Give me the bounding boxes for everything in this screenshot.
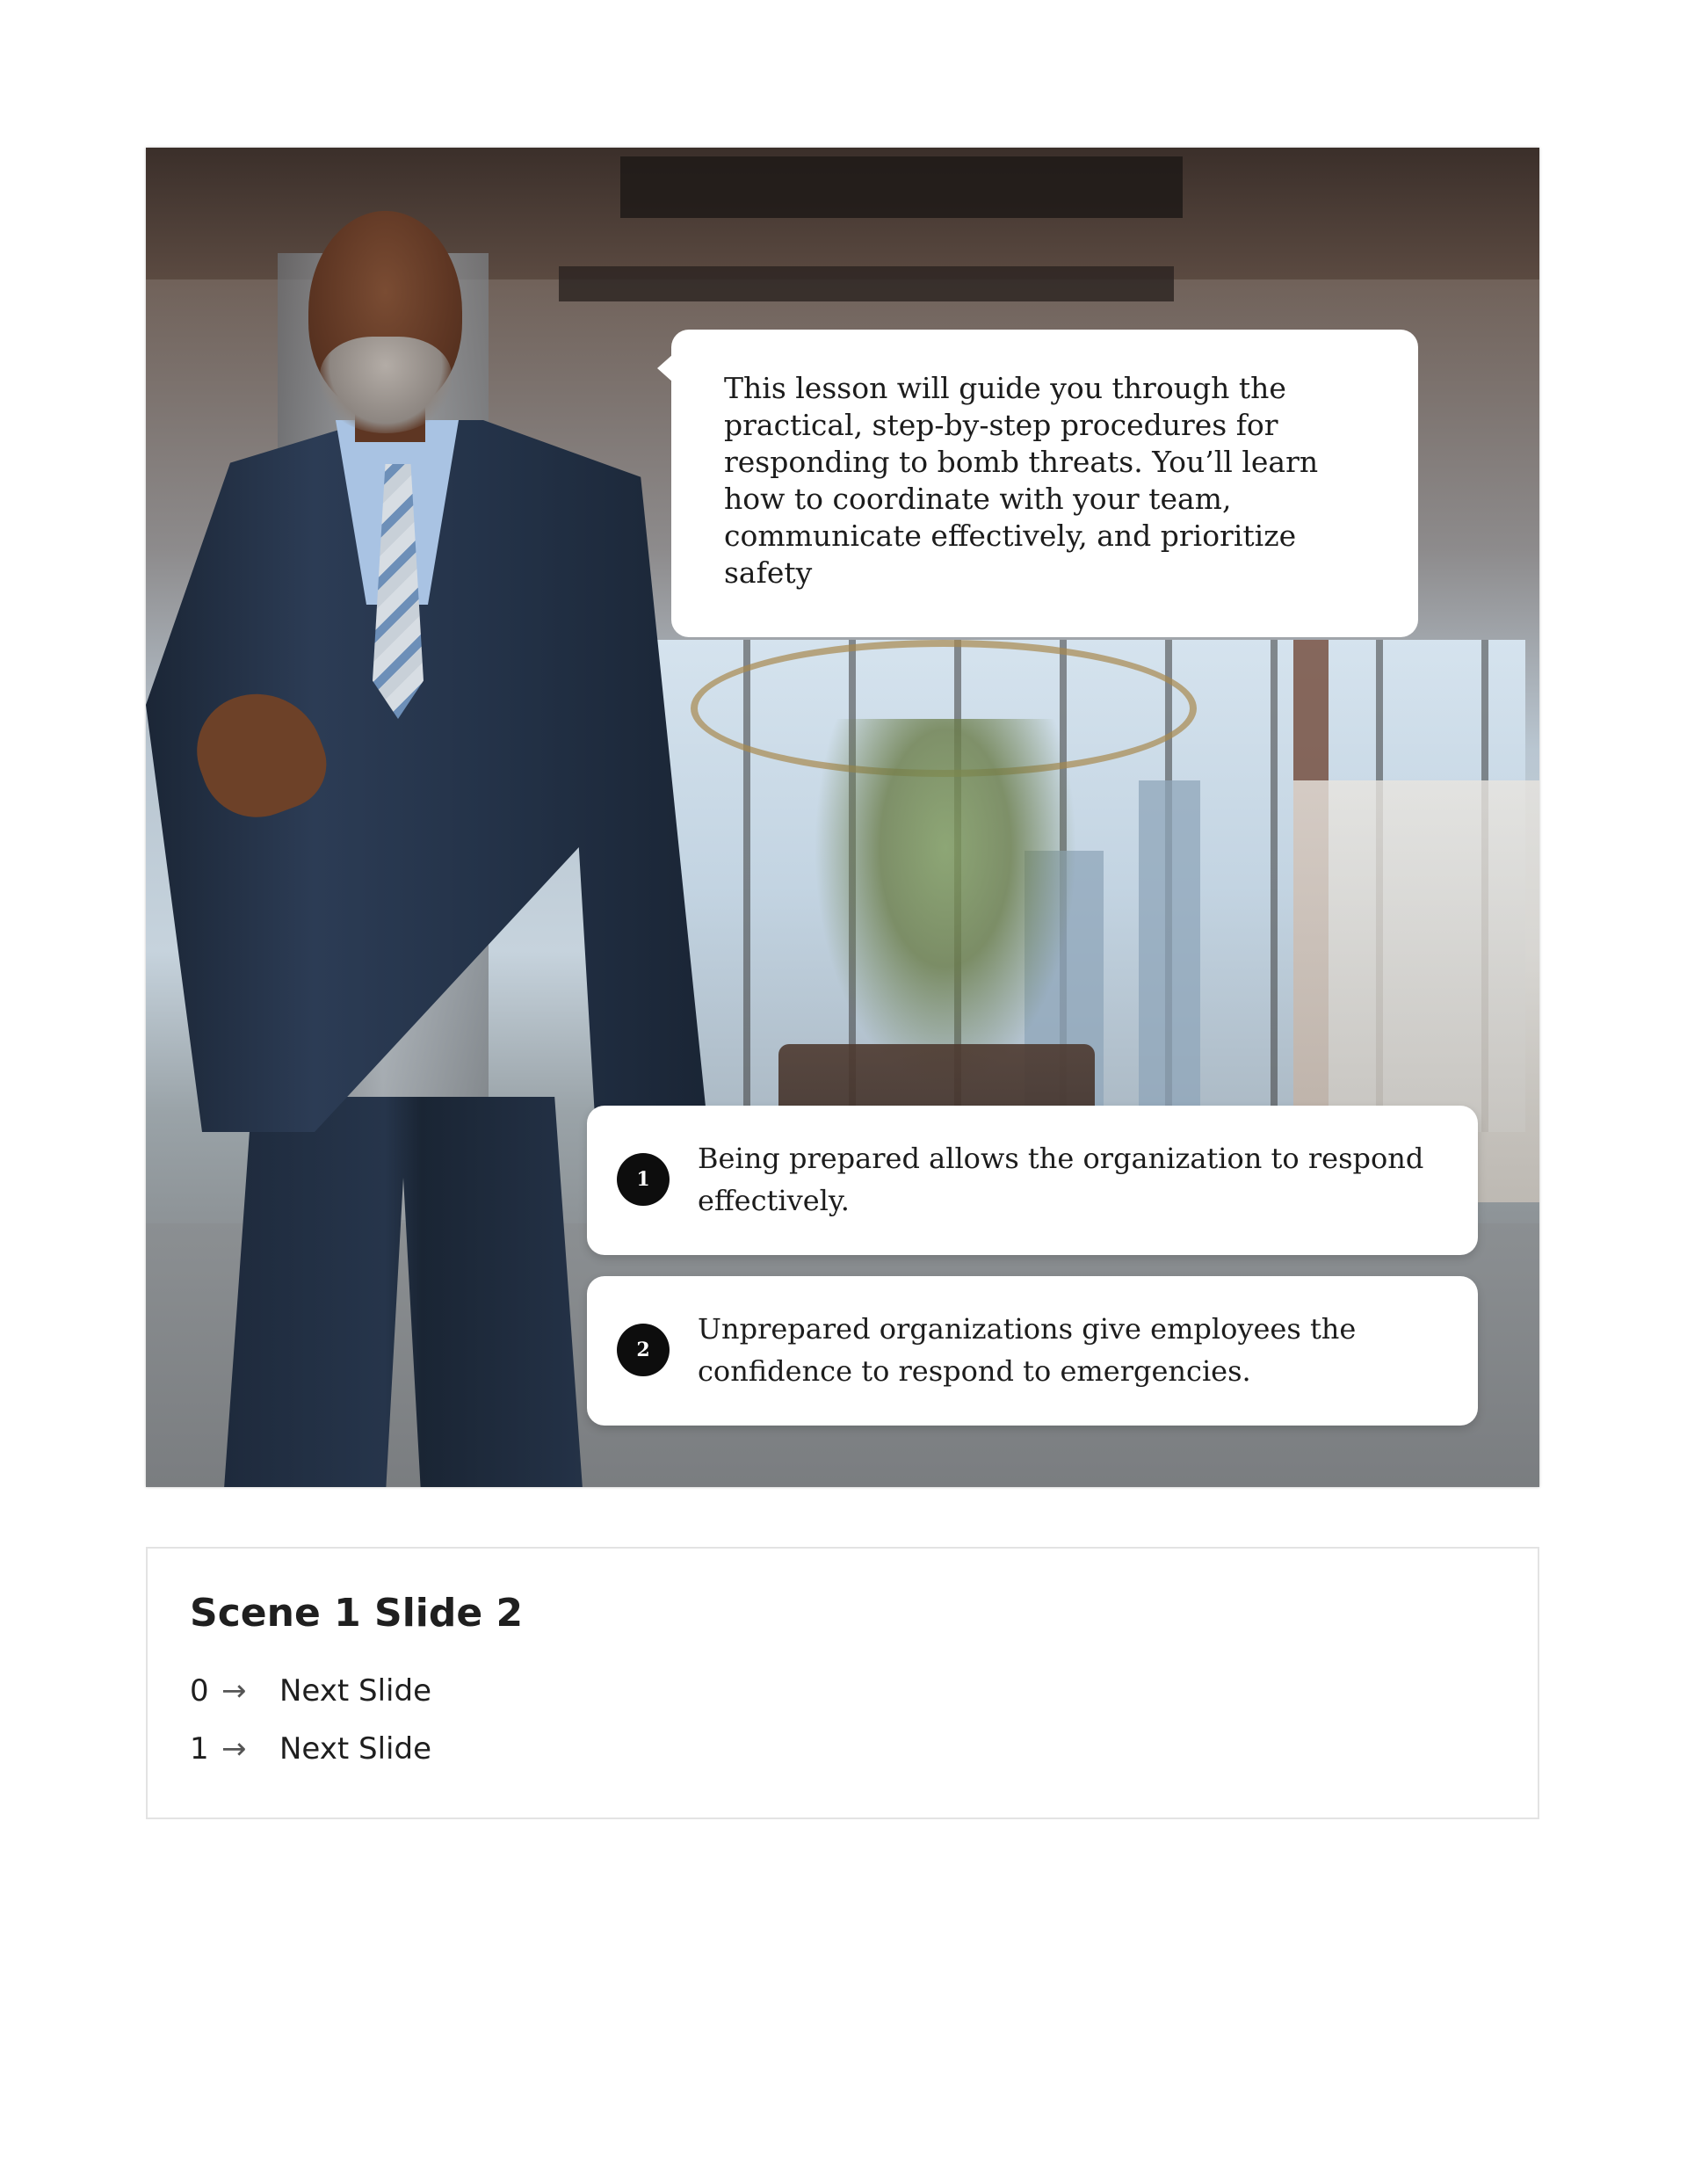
statement-text: Unprepared organizations give employees the confidence to respond to emergencies. (698, 1312, 1357, 1388)
slide-canvas (146, 148, 1539, 1487)
statement-text: Being prepared allows the organization to respond effectively. (698, 1142, 1424, 1217)
trigger-index: 1 (190, 1731, 209, 1767)
statement-card-2[interactable] (587, 1276, 1478, 1426)
arrow-right-icon: → (221, 1673, 247, 1709)
trigger-row (190, 1720, 1495, 1778)
slide-notes-panel (146, 1547, 1539, 1819)
background-tower (1139, 780, 1200, 1114)
notes-title: Scene 1 Slide 2 (190, 1591, 524, 1636)
speech-bubble (671, 330, 1418, 637)
number-badge: 1 (617, 1153, 670, 1206)
trigger-index: 0 (190, 1673, 209, 1709)
presenter-beard (320, 337, 452, 433)
background-tree (814, 719, 1077, 1088)
presenter-legs (223, 1097, 583, 1487)
trigger-target-label: Next Slide (279, 1673, 431, 1709)
statement-card-1[interactable] (587, 1106, 1478, 1255)
arrow-right-icon: → (221, 1731, 247, 1767)
trigger-target-label: Next Slide (279, 1731, 431, 1767)
trigger-row (190, 1662, 1495, 1720)
number-badge: 2 (617, 1324, 670, 1376)
speech-text: This lesson will guide you through the practical, step-by-step procedures for responding to bomb threats. You’ll learn how to coordinate with your team, communicate effectively, and prioritize safety (724, 371, 1319, 590)
